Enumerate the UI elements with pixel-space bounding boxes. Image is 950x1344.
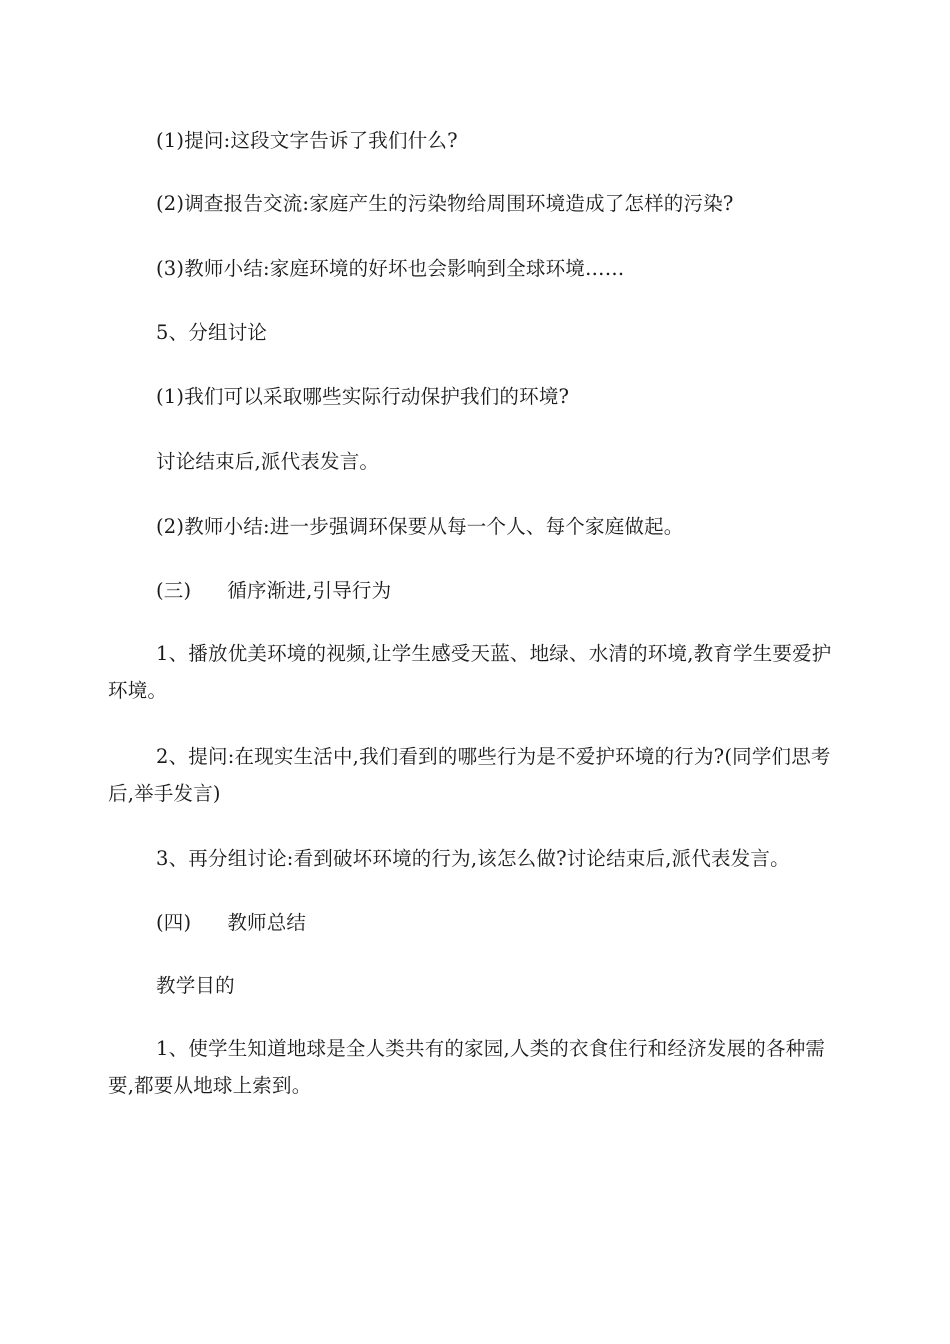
paragraph-discussion-end: 讨论结束后,派代表发言。	[156, 450, 380, 473]
paragraph-teacher-summary-1: (3)教师小结:家庭环境的好坏也会影响到全球环境……	[156, 257, 625, 280]
paragraph-discussion-question: (1)我们可以采取哪些实际行动保护我们的环境?	[156, 385, 570, 408]
section-number: (四)	[156, 911, 192, 934]
section-title: 教师总结	[227, 911, 307, 934]
section-number: (三)	[156, 579, 192, 602]
paragraph-earth-home: 1、使学生知道地球是全人类共有的家园,人类的衣食住行和经济发展的各种需要,都要从地球上索到。	[108, 1037, 826, 1097]
section-title: 循序渐进,引导行为	[227, 579, 392, 602]
paragraph-question-2: 2、提问:在现实生活中,我们看到的哪些行为是不爱护环境的行为?(同学们思考后,举手发言)	[108, 745, 831, 805]
section-heading-four	[108, 904, 848, 941]
section-heading-teaching-purpose: 教学目的	[156, 974, 235, 997]
paragraph-group-discussion-again: 3、再分组讨论:看到破坏环境的行为,该怎么做?讨论结束后,派代表发言。	[156, 847, 790, 870]
section-heading-group-discussion: 5、分组讨论	[156, 321, 268, 344]
section-heading-three	[108, 572, 848, 609]
paragraph-teacher-summary-2: (2)教师小结:进一步强调环保要从每一个人、每个家庭做起。	[156, 515, 684, 538]
paragraph-report-exchange: (2)调查报告交流:家庭产生的污染物给周围环境造成了怎样的污染?	[156, 192, 734, 215]
paragraph-play-video: 1、播放优美环境的视频,让学生感受天蓝、地绿、水清的环境,教育学生要爱护环境。	[108, 642, 832, 702]
paragraph-question-1: (1)提问:这段文字告诉了我们什么?	[156, 129, 458, 152]
